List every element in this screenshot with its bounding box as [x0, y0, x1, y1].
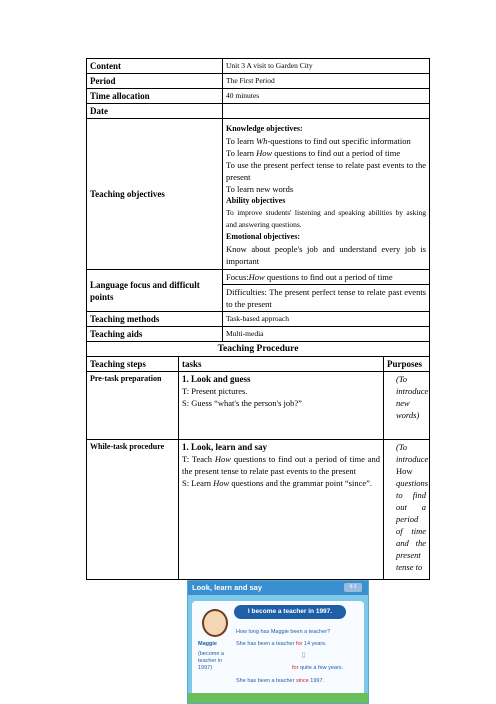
- while-task-s: S: Learn How questions and the grammar point “since”.: [182, 478, 373, 488]
- emotional-heading: Emotional objectives:: [226, 232, 300, 241]
- steps-header: Teaching steps: [87, 357, 179, 372]
- while-task-row: [87, 440, 430, 580]
- pre-task-step: Pre-task preparation: [87, 372, 179, 440]
- time-value: 40 minutes: [223, 89, 430, 104]
- procedure-title: Teaching Procedure: [87, 342, 430, 357]
- while-task-purpose: (To introduce How questions to find out a period of time and the present tense to: [384, 440, 430, 580]
- aids-label: Teaching aids: [87, 327, 223, 342]
- teacher-name: Maggie: [198, 641, 217, 647]
- emotional-text: Know about people's job and understand every job is important: [226, 244, 426, 266]
- while-task-tasks: [179, 440, 384, 580]
- while-task-title: 1. Look, learn and say: [182, 442, 268, 452]
- knowledge-2: To learn How questions to find out a period of time: [226, 148, 401, 158]
- content-row: [87, 59, 430, 74]
- while-task-t: T: Teach How questions to find out a period of time and the present tense to relate past events to the present: [182, 454, 380, 476]
- screenshot-header: Look, learn and say: [188, 581, 368, 595]
- methods-label: Teaching methods: [87, 312, 223, 327]
- period-label: Period: [87, 74, 223, 89]
- difficulties-value: Difficulties: The present perfect tense to relate past events to the present: [223, 285, 430, 312]
- answer-line-2: for quite a few years.: [292, 665, 344, 671]
- pre-task-title: 1. Look and guess: [182, 374, 251, 384]
- date-label: Date: [87, 104, 223, 119]
- procedure-title-row: [87, 342, 430, 357]
- time-row: [87, 89, 430, 104]
- time-label: Time allocation: [87, 89, 223, 104]
- objectives-cell: [223, 119, 430, 270]
- answer-line-3: She has been a teacher since 1997.: [236, 678, 325, 684]
- pre-task-purpose: (To introduce new words): [384, 372, 430, 440]
- knowledge-1: To learn Wh-questions to find out specific information: [226, 136, 411, 146]
- pre-task-tasks: [179, 372, 384, 440]
- speech-bubble: I become a teacher in 1997.: [234, 605, 346, 619]
- textbook-screenshot: [187, 580, 369, 704]
- period-value: The First Period: [223, 74, 430, 89]
- objectives-label: Teaching objectives: [87, 119, 223, 270]
- answer-line-1: She has been a teacher for 14 years.: [236, 641, 327, 647]
- plan-table: [86, 58, 430, 342]
- content-value: Unit 3 A visit to Garden City: [223, 59, 430, 74]
- down-arrow-icon: ⇩: [300, 651, 307, 660]
- ability-heading: Ability objectives: [226, 196, 286, 205]
- content-label: Content: [87, 59, 223, 74]
- aids-value: Multi-media: [223, 327, 430, 342]
- ability-text: To improve students' listening and speaking abilities by asking and answering questions.: [226, 208, 426, 229]
- tasks-header: tasks: [179, 357, 384, 372]
- screenshot-page-badge: 4-1: [344, 583, 362, 592]
- methods-row: [87, 312, 430, 327]
- lesson-plan: [86, 58, 430, 580]
- date-row: [87, 104, 430, 119]
- aids-row: [87, 327, 430, 342]
- knowledge-heading: Knowledge objectives:: [226, 124, 303, 133]
- question-line: How long has Maggie been a teacher?: [236, 629, 331, 635]
- while-task-step: While-task procedure: [87, 440, 179, 580]
- language-label: Language focus and difficult points: [87, 270, 223, 312]
- pre-task-t: T: Present pictures.: [182, 386, 248, 396]
- knowledge-4: To learn new words: [226, 184, 294, 194]
- procedure-table: [86, 341, 430, 580]
- procedure-header-row: [87, 357, 430, 372]
- teacher-caption: (become a teacher in 1997): [198, 651, 224, 671]
- purposes-header: Purposes: [384, 357, 430, 372]
- date-value: [223, 104, 430, 119]
- pre-task-row: [87, 372, 430, 440]
- methods-value: Task-based approach: [223, 312, 430, 327]
- pre-task-s: S: Guess “what's the person's job?”: [182, 398, 302, 408]
- focus-value: Focus:How questions to find out a period of time: [223, 270, 430, 285]
- teacher-avatar-icon: [202, 609, 228, 637]
- period-row: [87, 74, 430, 89]
- objectives-row: [87, 119, 430, 270]
- knowledge-3: To use the present perfect tense to relate past events to the present: [226, 160, 426, 182]
- focus-row: [87, 270, 430, 285]
